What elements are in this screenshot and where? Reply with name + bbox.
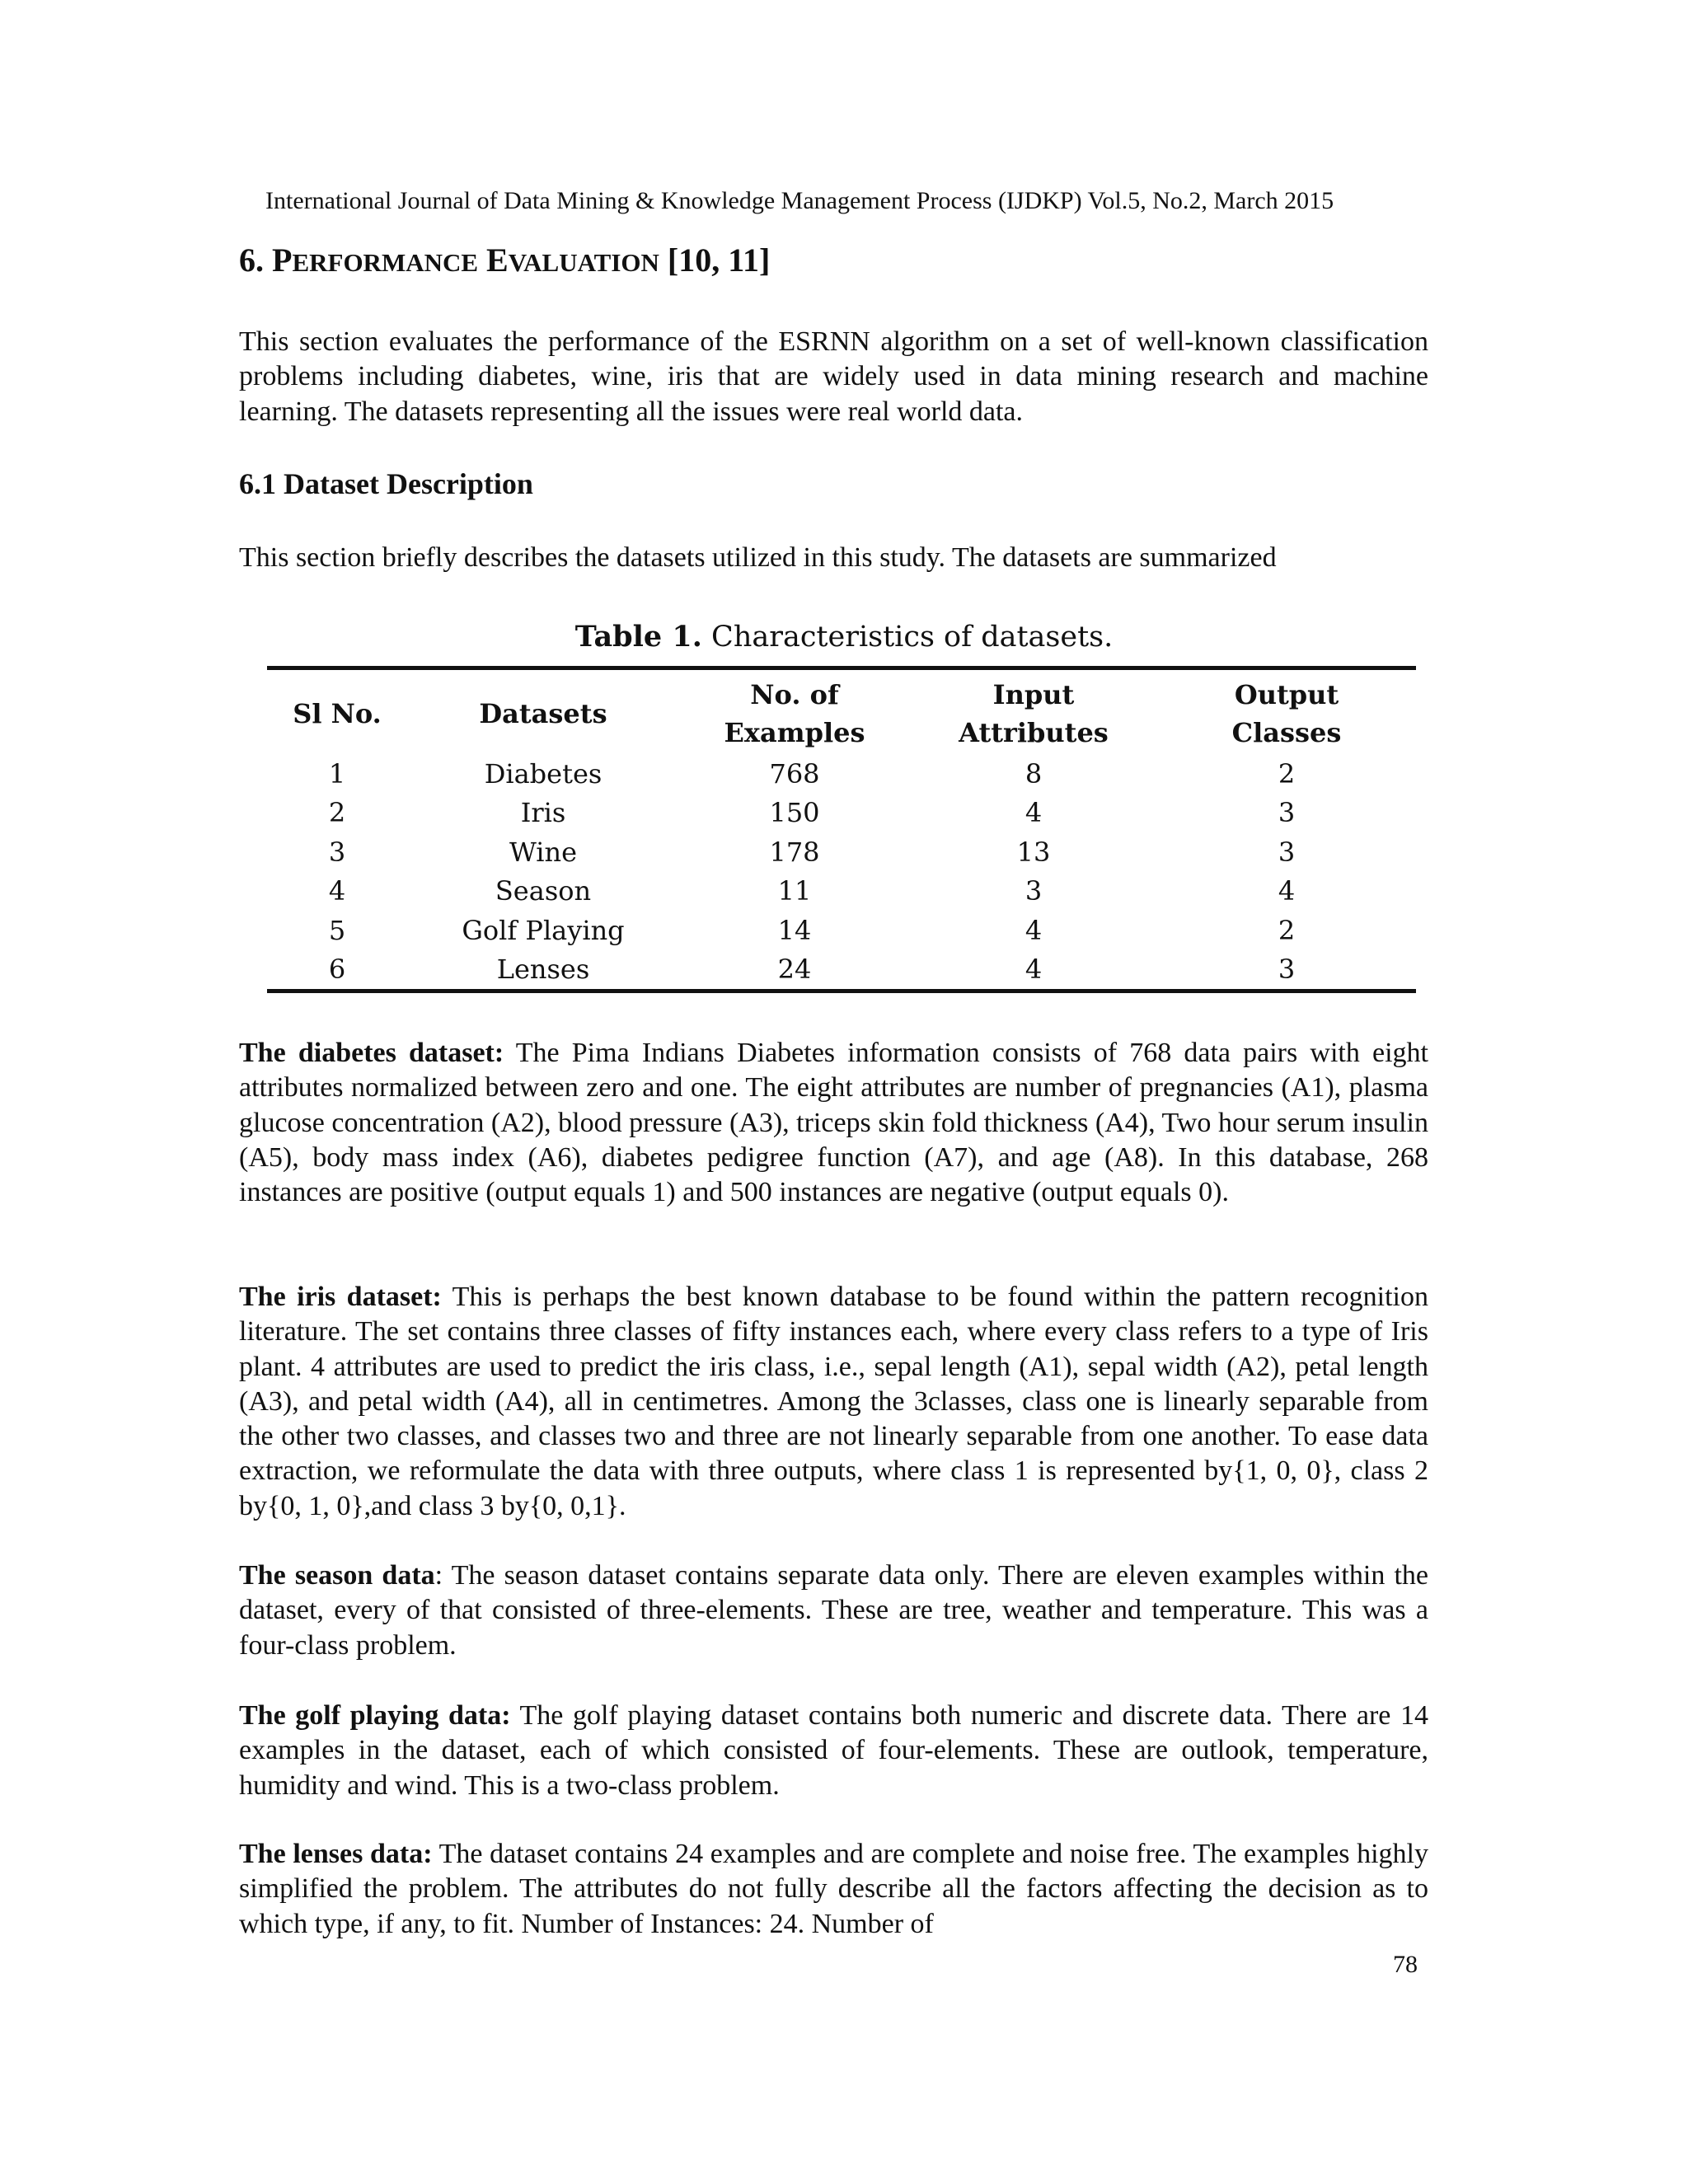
cell-input-attributes: 4 <box>1025 797 1043 829</box>
cell-dataset-name: Diabetes <box>484 757 603 790</box>
header-inputs-line1: Input <box>992 679 1075 710</box>
season-lead: The season data <box>239 1560 435 1591</box>
cell-examples: 14 <box>777 914 812 946</box>
cell-input-attributes: 13 <box>1016 836 1051 868</box>
cell-input-attributes: 4 <box>1025 954 1043 986</box>
cell-examples: 768 <box>769 757 820 790</box>
season-paragraph <box>239 1558 1428 1663</box>
header-examples-line1: No. of <box>750 679 839 710</box>
section-intro-paragraph: This section evaluates the performance of the ESRNN algorithm on a set of well-known classification problems including diabetes, wine, iris that are widely used in data mining research and machine learning. The datasets representing all the issues were real world data. <box>239 326 1428 427</box>
cell-examples: 24 <box>777 954 812 986</box>
cell-input-attributes: 4 <box>1025 914 1043 946</box>
section-heading <box>239 237 770 286</box>
table-row <box>267 950 1416 991</box>
section-number: 6. <box>239 241 272 279</box>
subsection-heading: 6.1 Dataset Description <box>239 467 533 500</box>
table-row <box>267 794 1416 833</box>
page-number: 78 <box>1393 1951 1418 1978</box>
cell-dataset-name: Season <box>495 875 592 907</box>
header-inputs-line2: Attributes <box>959 717 1109 748</box>
cell-output-classes: 2 <box>1278 757 1296 790</box>
header-outputs-line2: Classes <box>1231 717 1342 748</box>
cell-output-classes: 2 <box>1278 914 1296 946</box>
golf-lead: The golf playing data: <box>239 1700 511 1731</box>
section-title-cap-2: E <box>486 241 509 279</box>
section-citation: [10, 11] <box>667 241 771 279</box>
diabetes-body: The Pima Indians Diabetes information consists of 768 data pairs with eight attributes normalized between zero and one. The eight attributes are number of pregnancies (A1), plasma glucose concentration (A2), blood pressure (A3), triceps skin fold thickness (A4), Two hour serum insulin (A5), body mass index (A6), diabetes pedigree function (A7), and age (A8). In this database, 268 instances are positive (output equals 1) and 500 instances are negative (output equals 0). <box>239 1038 1428 1208</box>
cell-output-classes: 4 <box>1278 875 1296 907</box>
section-title-cap-1: P <box>272 241 293 279</box>
iris-body: This is perhaps the best known database to be found within the pattern recognition literature. The set contains three classes of fifty instances each, where every class refers to a type of Iris plant. 4 attributes are used to predict the iris class, i.e., sepal length (A1), sepal width (A2), petal length (A3), and petal width (A4), all in centimetres. Among the 3classes, class one is linearly separable from the other two classes, and classes two and three are not linearly separable from one another. To ease data extraction, we reformulate the data with three outputs, where class 1 is represented by{1, 0, 0}, class 2 by{0, 1, 0},and class 3 by{0, 0,1}. <box>239 1282 1428 1521</box>
cell-examples: 178 <box>769 836 820 868</box>
iris-paragraph <box>239 1280 1428 1524</box>
cell-sl-no: 2 <box>328 797 346 829</box>
cell-sl-no: 5 <box>328 914 346 946</box>
lenses-lead: The lenses data: <box>239 1839 433 1869</box>
diabetes-paragraph <box>239 1036 1428 1210</box>
table-caption-text: Characteristics of datasets. <box>711 621 1114 654</box>
subsection-intro-paragraph: This section briefly describes the datasets utilized in this study. The datasets are summarized <box>239 542 1277 573</box>
cell-sl-no: 3 <box>328 836 346 868</box>
cell-dataset-name: Lenses <box>496 954 590 986</box>
diabetes-lead: The diabetes dataset: <box>239 1038 504 1068</box>
header-examples-line2: Examples <box>724 717 865 748</box>
cell-input-attributes: 3 <box>1025 875 1043 907</box>
cell-sl-no: 1 <box>328 757 346 790</box>
table-caption-label: Table 1. <box>574 620 702 654</box>
cell-output-classes: 3 <box>1278 954 1296 986</box>
datasets-table <box>267 666 1416 993</box>
header-sl-no: Sl No. <box>293 698 382 729</box>
cell-dataset-name: Wine <box>509 836 578 868</box>
cell-examples: 11 <box>777 875 812 907</box>
table-row <box>267 872 1416 912</box>
table-caption <box>0 616 1688 658</box>
section-title-rest-1: ERFORMANCE <box>292 248 479 277</box>
iris-lead: The iris dataset: <box>239 1282 442 1312</box>
cell-output-classes: 3 <box>1278 797 1296 829</box>
header-examples <box>679 668 910 755</box>
table-row <box>267 911 1416 950</box>
cell-sl-no: 4 <box>328 875 346 907</box>
header-output-classes <box>1157 668 1416 755</box>
header-outputs-line1: Output <box>1234 679 1339 710</box>
running-header: International Journal of Data Mining & Knowledge Management Process (IJDKP) Vol.5, No.2, March 2015 <box>265 187 1334 214</box>
table-row <box>267 832 1416 872</box>
cell-dataset-name: Golf Playing <box>462 914 625 946</box>
header-datasets: Datasets <box>479 698 607 729</box>
cell-output-classes: 3 <box>1278 836 1296 868</box>
golf-paragraph <box>239 1699 1428 1803</box>
cell-input-attributes: 8 <box>1025 757 1043 790</box>
cell-examples: 150 <box>769 797 820 829</box>
table-header-row <box>267 668 1416 755</box>
cell-dataset-name: Iris <box>520 797 566 829</box>
table-row <box>267 754 1416 794</box>
section-title-rest-2: VALUATION <box>508 248 659 277</box>
lenses-paragraph <box>239 1837 1428 1942</box>
season-body: : The season dataset contains separate data only. There are eleven examples within the dataset, every of that consisted of three-elements. These are tree, weather and temperature. This was a four-class problem. <box>239 1560 1429 1661</box>
header-input-attributes <box>910 668 1157 755</box>
lenses-body: The dataset contains 24 examples and are complete and noise free. The examples highly simplified the problem. The attributes do not fully describe all the factors affecting the decision as to which type, if any, to fit. Number of Instances: 24. Number of <box>239 1839 1428 1939</box>
cell-sl-no: 6 <box>328 954 346 986</box>
golf-body: The golf playing dataset contains both numeric and discrete data. There are 14 examples in the dataset, each of which consisted of four-elements. These are outlook, temperature, humidity and wind. This is a two-class problem. <box>239 1700 1428 1801</box>
